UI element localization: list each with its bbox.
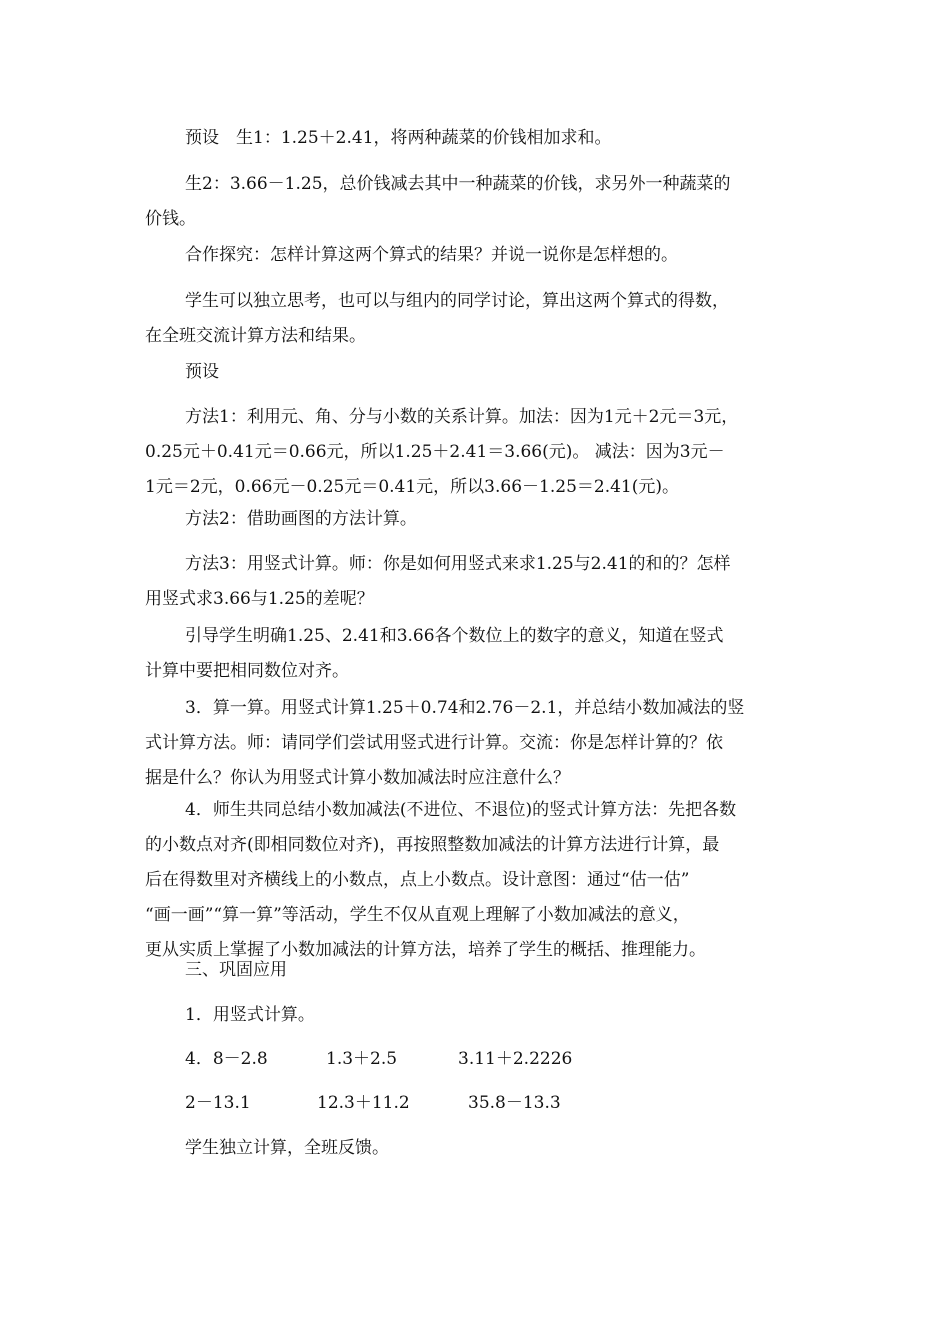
- paragraph-student2: [145, 167, 810, 237]
- paragraph-vertical-calc: [145, 998, 810, 1033]
- exercise-item: 12.3＋11.2: [317, 1093, 410, 1113]
- exercise-item: 35.8－13.3: [468, 1093, 561, 1113]
- text-line: 1元＝2元，0.66元－0.25元＝0.41元，所以3.66－1.25＝2.41(元)。: [145, 477, 680, 497]
- section-heading-consolidation: [145, 953, 810, 988]
- exercise-item: 3.11＋2.2226: [458, 1049, 573, 1069]
- text-line: 生2：3.66－1.25，总价钱减去其中一种蔬菜的价钱，求另外一种蔬菜的: [185, 174, 731, 194]
- paragraph-step3: [145, 691, 810, 796]
- paragraph-independent-thinking: [145, 284, 810, 354]
- paragraph-cooperative-inquiry: [145, 238, 810, 273]
- text-line: 合作探究：怎样计算这两个算式的结果？并说一说你是怎样想的。: [185, 245, 678, 265]
- text-line: 预设: [185, 362, 219, 382]
- text-line: 三、巩固应用: [185, 960, 287, 980]
- text-line: 式计算方法。师：请同学们尝试用竖式进行计算。交流：你是怎样计算的？依: [145, 733, 723, 753]
- text-line: 的小数点对齐(即相同数位对齐)，再按照整数加减法的计算方法进行计算，最: [145, 835, 720, 855]
- text-line: 价钱。: [145, 209, 196, 229]
- paragraph-method2: [145, 502, 810, 537]
- text-line: “画一画”“算一算”等活动，学生不仅从直观上理解了小数加减法的意义，: [145, 905, 690, 925]
- text-line: 用竖式求3.66与1.25的差呢？: [145, 589, 374, 609]
- text-line: 方法1：利用元、角、分与小数的关系计算。加法：因为1元＋2元＝3元，: [185, 407, 739, 427]
- text-line: 0.25元＋0.41元＝0.66元，所以1.25＋2.41＝3.66(元)。 减法：因为3元－: [145, 442, 725, 462]
- paragraph-preset: [145, 355, 810, 390]
- exercise-item: 2－13.1: [185, 1093, 251, 1113]
- text-line: 学生独立计算，全班反馈。: [185, 1138, 389, 1158]
- text-line: 3．算一算。用竖式计算1.25＋0.74和2.76－2.1，并总结小数加减法的竖: [185, 698, 745, 718]
- text-line: 方法2：借助画图的方法计算。: [185, 509, 417, 529]
- paragraph-preset-student1: [145, 121, 810, 156]
- text-line: 引导学生明确1.25、2.41和3.66各个数位上的数字的意义，知道在竖式: [185, 626, 724, 646]
- paragraph-guide-students: [145, 619, 810, 689]
- text-line: 4．师生共同总结小数加减法(不进位、不退位)的竖式计算方法：先把各数: [185, 800, 737, 820]
- paragraph-method1: [145, 400, 810, 505]
- text-line: 方法3：用竖式计算。师：你是如何用竖式来求1.25与2.41的和的？怎样: [185, 554, 731, 574]
- text-line: 据是什么？你认为用竖式计算小数加减法时应注意什么？: [145, 768, 570, 788]
- text-line: 计算中要把相同数位对齐。: [145, 661, 349, 681]
- text-line: 在全班交流计算方法和结果。: [145, 326, 366, 346]
- paragraph-method3: [145, 547, 810, 617]
- text-line: 1．用竖式计算。: [185, 1005, 315, 1025]
- exercise-item: 4．8－2.8: [185, 1049, 268, 1069]
- text-line: 后在得数里对齐横线上的小数点，点上小数点。设计意图：通过“估一估”: [145, 870, 690, 890]
- paragraph-closing: [145, 1131, 810, 1166]
- paragraph-step4: [145, 793, 810, 968]
- text-line: 学生可以独立思考，也可以与组内的同学讨论，算出这两个算式的得数，: [185, 291, 729, 311]
- text-line: 预设 生1：1.25＋2.41，将两种蔬菜的价钱相加求和。: [185, 128, 612, 148]
- exercise-item: 1.3＋2.5: [326, 1049, 398, 1069]
- text-line: 更从实质上掌握了小数加减法的计算方法，培养了学生的概括、推理能力。: [145, 940, 706, 960]
